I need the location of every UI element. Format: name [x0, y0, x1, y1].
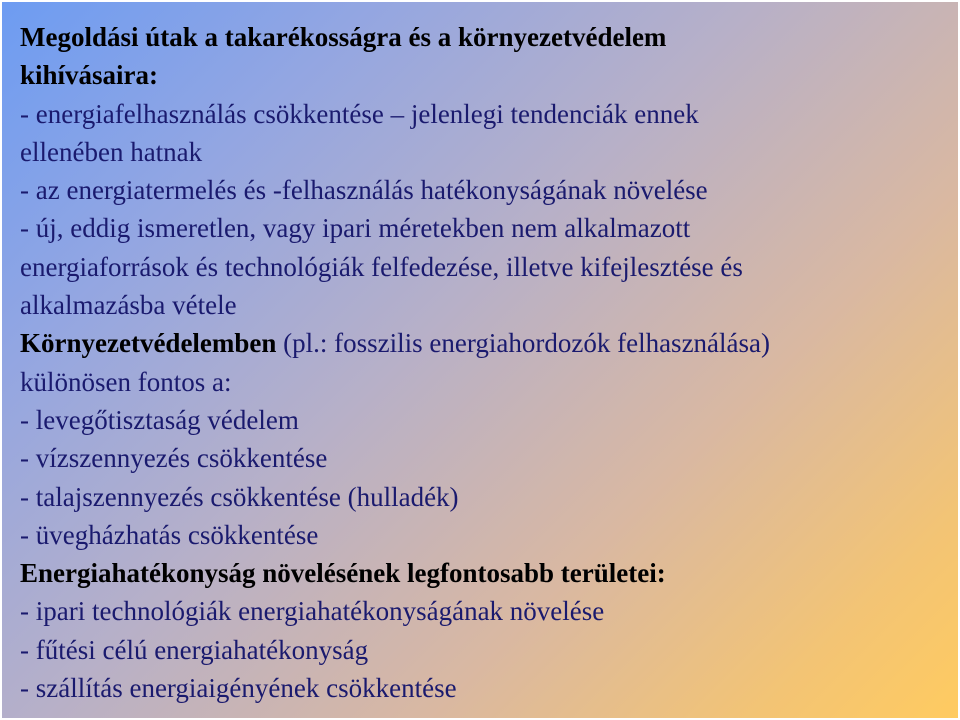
- text-line-17: - fűtési célú energiahatékonyság: [20, 634, 369, 665]
- text-line-16: - ipari technológiák energiahatékonyságának növelése: [20, 596, 605, 627]
- mixed-line-normal: (pl.: fosszilis energiahordozók felhasználása): [276, 328, 771, 359]
- heading-line-1: Megoldási útak a takarékosságra és a környezetvédelem: [20, 22, 667, 52]
- text-line-8: alkalmazásba vétele: [20, 290, 237, 321]
- text-line-7: energiaforrások és technológiák felfedezése, illetve kifejlesztése és: [20, 251, 743, 282]
- text-line-11: - levegőtisztaság védelem: [20, 404, 299, 435]
- text-line-6: - új, eddig ismeretlen, vagy ipari méretekben nem alkalmazott: [20, 213, 691, 244]
- text-line-4: ellenében hatnak: [20, 136, 203, 167]
- text-line-13: - talajszennyezés csökkentése (hulladék): [20, 481, 459, 512]
- heading-line-15: Energiahatékonyság növelésének legfontosabb területei:: [20, 558, 666, 589]
- text-line-5: - az energiatermelés és -felhasználás hatékonyságának növelése: [20, 175, 708, 206]
- text-line-3: - energiafelhasználás csökkentése – jelenlegi tendenciák ennek: [20, 98, 699, 129]
- text-line-18: - szállítás energiaigényének csökkentése: [20, 673, 457, 704]
- slide-content: [20, 18, 945, 707]
- text-line-12: - vízszennyezés csökkentése: [20, 443, 328, 474]
- mixed-line-bold: Környezetvédelemben: [20, 328, 277, 359]
- slide: [2, 2, 958, 718]
- text-line-10: különösen fontos a:: [20, 366, 232, 397]
- text-line-14: - üvegházhatás csökkentése: [20, 519, 319, 550]
- mixed-line: [20, 324, 945, 362]
- heading-line-2: kihívásaira:: [20, 60, 159, 91]
